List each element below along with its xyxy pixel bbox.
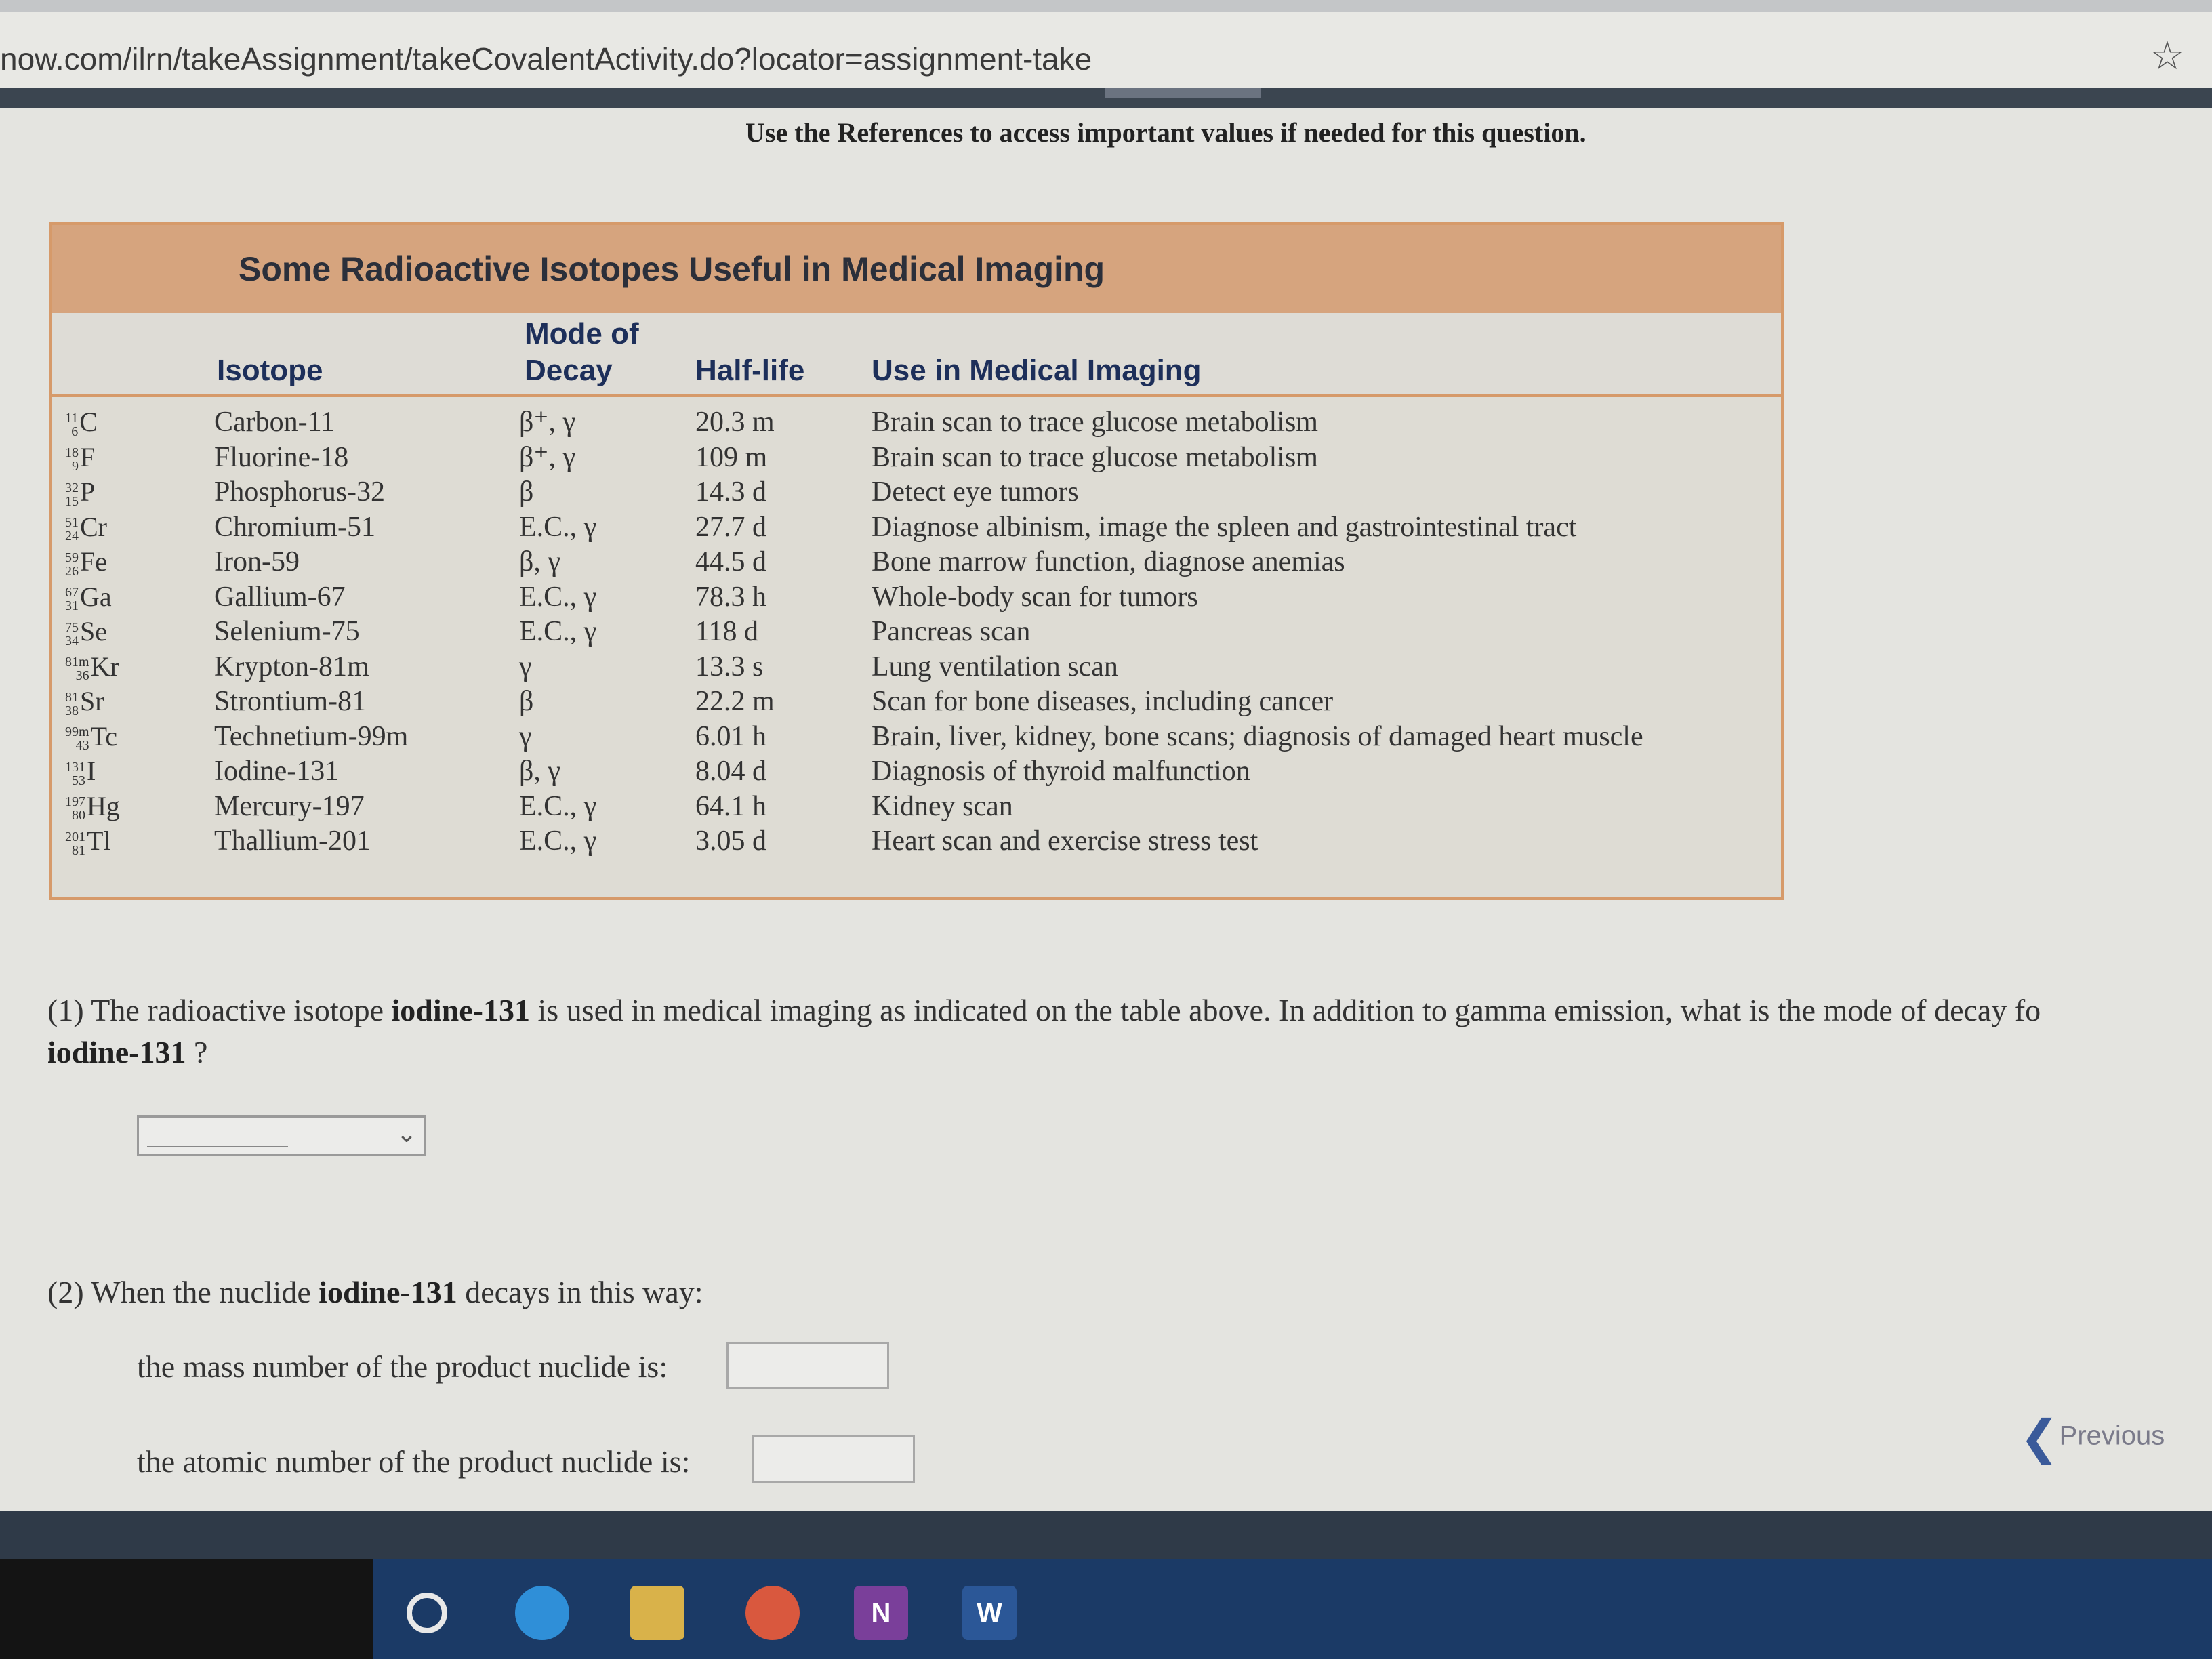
q1-prefix: (1) The radioactive isotope xyxy=(47,993,392,1027)
table-title-bar xyxy=(52,225,1781,313)
table-row xyxy=(52,684,1781,719)
header-mode-line2: Decay xyxy=(525,354,613,387)
nuclide-numbers xyxy=(65,830,85,857)
nuclide-numbers xyxy=(65,655,89,682)
element-symbol: Cr xyxy=(80,511,107,542)
isotope-symbol xyxy=(65,440,95,475)
mass-number: 197 xyxy=(65,794,85,810)
decay-mode-select[interactable] xyxy=(137,1115,426,1156)
chrome-icon[interactable] xyxy=(745,1586,800,1640)
element-symbol: Fe xyxy=(80,546,107,577)
mass-number: 67 xyxy=(65,585,79,600)
previous-button[interactable] xyxy=(2020,1410,2165,1465)
chevron-left-icon: ❮ xyxy=(2020,1410,2060,1465)
isotope-symbol xyxy=(65,719,117,754)
word-icon[interactable]: W xyxy=(962,1586,1017,1640)
table-row xyxy=(52,649,1781,684)
atomic-number: 43 xyxy=(75,738,89,754)
header-use: Use in Medical Imaging xyxy=(872,354,1202,387)
nuclide-numbers xyxy=(65,760,85,787)
half-life: 6.01 h xyxy=(695,720,766,752)
table-row xyxy=(52,440,1781,475)
atomic-number: 26 xyxy=(65,563,79,579)
isotope-symbol xyxy=(65,544,107,579)
isotope-table xyxy=(49,222,1784,900)
table-row xyxy=(52,614,1781,649)
mass-number: 59 xyxy=(65,550,79,565)
element-symbol: Se xyxy=(80,616,107,647)
bookmark-star-icon[interactable]: ☆ xyxy=(2150,33,2185,79)
edge-icon[interactable] xyxy=(515,1586,569,1640)
header-mode-line1: Mode of xyxy=(525,317,639,350)
element-symbol: I xyxy=(87,756,96,786)
decay-mode: β, γ xyxy=(519,756,560,787)
element-symbol: P xyxy=(80,476,96,507)
decay-mode: γ xyxy=(519,651,532,682)
half-life: 3.05 d xyxy=(695,825,766,857)
medical-use: Brain scan to trace glucose metabolism xyxy=(872,441,1318,473)
half-life: 27.7 d xyxy=(695,511,766,543)
isotope-symbol xyxy=(65,649,119,684)
isotope-name: Strontium-81 xyxy=(214,686,367,717)
decay-mode: β⁺, γ xyxy=(519,407,576,438)
isotope-symbol xyxy=(65,789,120,824)
half-life: 118 d xyxy=(695,616,758,647)
table-row xyxy=(52,474,1781,510)
taskbar xyxy=(0,1559,2212,1659)
atomic-number: 38 xyxy=(65,703,79,718)
q1-isotope-2: iodine-131 xyxy=(47,1035,186,1069)
previous-label: Previous xyxy=(2059,1420,2165,1451)
table-row xyxy=(52,510,1781,545)
atomic-number: 6 xyxy=(71,424,79,439)
q2-prefix: (2) When the nuclide xyxy=(47,1275,319,1309)
isotope-name: Iodine-131 xyxy=(214,756,340,787)
address-bar[interactable] xyxy=(0,0,2212,88)
q1-middle: is used in medical imaging as indicated on the table above. In addition to gamma emission, what is the mode of decay fo xyxy=(530,993,2041,1027)
isotope-name: Iron-59 xyxy=(214,546,300,577)
isotope-name: Carbon-11 xyxy=(214,407,335,438)
isotope-name: Technetium-99m xyxy=(214,720,409,752)
medical-use: Pancreas scan xyxy=(872,616,1031,647)
decay-mode: β xyxy=(519,476,534,508)
element-symbol: Kr xyxy=(90,651,119,682)
atomic-number: 53 xyxy=(72,773,85,788)
isotope-name: Selenium-75 xyxy=(214,616,360,647)
medical-use: Diagnose albinism, image the spleen and gastrointestinal tract xyxy=(872,511,1577,543)
table-row xyxy=(52,754,1781,789)
table-row xyxy=(52,544,1781,579)
mass-number: 51 xyxy=(65,515,79,531)
file-explorer-icon[interactable] xyxy=(630,1586,684,1640)
isotope-name: Mercury-197 xyxy=(214,790,365,822)
mass-number-label: the mass number of the product nuclide is: xyxy=(137,1349,668,1384)
isotope-symbol xyxy=(65,614,107,649)
medical-use: Lung ventilation scan xyxy=(872,651,1118,682)
table-header xyxy=(52,313,1781,397)
decay-mode: β xyxy=(519,686,534,717)
nuclide-numbers xyxy=(65,725,89,752)
half-life: 14.3 d xyxy=(695,476,766,508)
nuclide-numbers xyxy=(65,691,79,718)
atomic-number: 34 xyxy=(65,633,79,649)
medical-use: Diagnosis of thyroid malfunction xyxy=(872,756,1250,787)
references-tab-fragment[interactable] xyxy=(1105,88,1261,98)
medical-use: Detect eye tumors xyxy=(872,476,1079,508)
mass-number: 32 xyxy=(65,480,79,495)
toolbar-band xyxy=(0,88,2212,108)
isotope-symbol xyxy=(65,823,111,859)
question-2 xyxy=(47,1271,703,1313)
q1-isotope: iodine-131 xyxy=(391,993,530,1027)
isotope-symbol xyxy=(65,474,95,510)
table-row xyxy=(52,405,1781,440)
mass-number: 201 xyxy=(65,829,85,844)
isotope-symbol xyxy=(65,579,112,615)
q2-suffix: decays in this way: xyxy=(457,1275,703,1309)
header-half-life: Half-life xyxy=(695,354,805,387)
question-1 xyxy=(47,989,2203,1073)
medical-use: Bone marrow function, diagnose anemias xyxy=(872,546,1345,577)
select-underline xyxy=(147,1146,288,1147)
decay-mode: E.C., γ xyxy=(519,790,597,822)
mass-number: 11 xyxy=(65,410,79,426)
half-life: 13.3 s xyxy=(695,651,764,682)
isotope-symbol xyxy=(65,405,98,440)
chevron-down-icon[interactable]: ⌄ xyxy=(396,1120,417,1148)
mass-number: 99m xyxy=(65,724,89,740)
nuclide-numbers xyxy=(65,586,79,613)
q2-isotope: iodine-131 xyxy=(319,1275,457,1309)
atomic-number: 36 xyxy=(75,668,89,684)
medical-use: Brain scan to trace glucose metabolism xyxy=(872,407,1318,438)
decay-mode: β, γ xyxy=(519,546,560,577)
element-symbol: Tl xyxy=(87,825,111,856)
decay-mode: E.C., γ xyxy=(519,825,597,857)
mass-number: 75 xyxy=(65,619,79,635)
decay-mode: E.C., γ xyxy=(519,511,597,543)
table-row xyxy=(52,823,1781,859)
table-row xyxy=(52,789,1781,824)
taskbar-apps xyxy=(373,1559,2212,1659)
isotope-symbol xyxy=(65,684,104,719)
mass-number: 81m xyxy=(65,655,89,670)
mass-number-input[interactable] xyxy=(726,1342,889,1389)
medical-use: Brain, liver, kidney, bone scans; diagnosis of damaged heart muscle xyxy=(872,720,1643,752)
isotope-name: Phosphorus-32 xyxy=(214,476,386,508)
element-symbol: Hg xyxy=(87,790,120,821)
element-symbol: Tc xyxy=(90,720,117,752)
medical-use: Whole-body scan for tumors xyxy=(872,581,1198,613)
isotope-name: Chromium-51 xyxy=(214,511,375,543)
half-life: 20.3 m xyxy=(695,407,775,438)
medical-use: Heart scan and exercise stress test xyxy=(872,825,1258,857)
page-bottom-bar xyxy=(0,1511,2212,1559)
decay-mode: E.C., γ xyxy=(519,581,597,613)
nuclide-numbers xyxy=(65,621,79,648)
half-life: 78.3 h xyxy=(695,581,766,613)
element-symbol: C xyxy=(79,407,98,437)
decay-mode: β⁺, γ xyxy=(519,441,576,473)
q1-suffix: ? xyxy=(186,1035,208,1069)
table-row xyxy=(52,579,1781,615)
half-life: 8.04 d xyxy=(695,756,766,787)
table-title: Some Radioactive Isotopes Useful in Medical Imaging xyxy=(239,250,1105,288)
cortana-circle-icon[interactable] xyxy=(407,1593,447,1633)
isotope-name: Krypton-81m xyxy=(214,651,369,682)
medical-use: Kidney scan xyxy=(872,790,1013,822)
references-note: Use the References to access important values if needed for this question. xyxy=(745,117,1586,148)
mass-number: 81 xyxy=(65,689,79,705)
half-life: 109 m xyxy=(695,441,768,473)
element-symbol: Sr xyxy=(80,686,104,716)
element-symbol: F xyxy=(80,441,96,472)
mass-number: 18 xyxy=(65,445,79,461)
nuclide-numbers xyxy=(65,551,79,578)
nuclide-numbers xyxy=(65,446,79,473)
half-life: 22.2 m xyxy=(695,686,775,717)
element-symbol: Ga xyxy=(80,581,112,612)
nuclide-numbers xyxy=(65,795,85,822)
nuclide-numbers xyxy=(65,481,79,508)
half-life: 64.1 h xyxy=(695,790,766,822)
atomic-number: 15 xyxy=(65,493,79,509)
atomic-number-label: the atomic number of the product nuclide is: xyxy=(137,1444,691,1479)
nuclide-numbers xyxy=(65,411,78,438)
isotope-symbol xyxy=(65,754,96,789)
atomic-number: 31 xyxy=(65,598,79,614)
atomic-number: 80 xyxy=(72,808,85,823)
half-life: 44.5 d xyxy=(695,546,766,577)
isotope-name: Fluorine-18 xyxy=(214,441,349,473)
mass-number: 131 xyxy=(65,759,85,775)
atomic-number: 81 xyxy=(72,842,85,858)
isotope-name: Thallium-201 xyxy=(214,825,371,857)
header-isotope: Isotope xyxy=(217,354,323,387)
table-row xyxy=(52,719,1781,754)
atomic-number: 24 xyxy=(65,529,79,544)
decay-mode: γ xyxy=(519,720,532,752)
isotope-name: Gallium-67 xyxy=(214,581,346,613)
url-text[interactable]: now.com/ilrn/takeAssignment/takeCovalentActivity.do?locator=assignment-take xyxy=(0,41,1092,77)
onenote-icon[interactable]: N xyxy=(854,1586,908,1640)
isotope-symbol xyxy=(65,510,107,545)
medical-use: Scan for bone diseases, including cancer xyxy=(872,686,1334,717)
decay-mode: E.C., γ xyxy=(519,616,597,647)
nuclide-numbers xyxy=(65,516,79,543)
atomic-number: 9 xyxy=(72,459,79,474)
atomic-number-input[interactable] xyxy=(752,1435,915,1483)
